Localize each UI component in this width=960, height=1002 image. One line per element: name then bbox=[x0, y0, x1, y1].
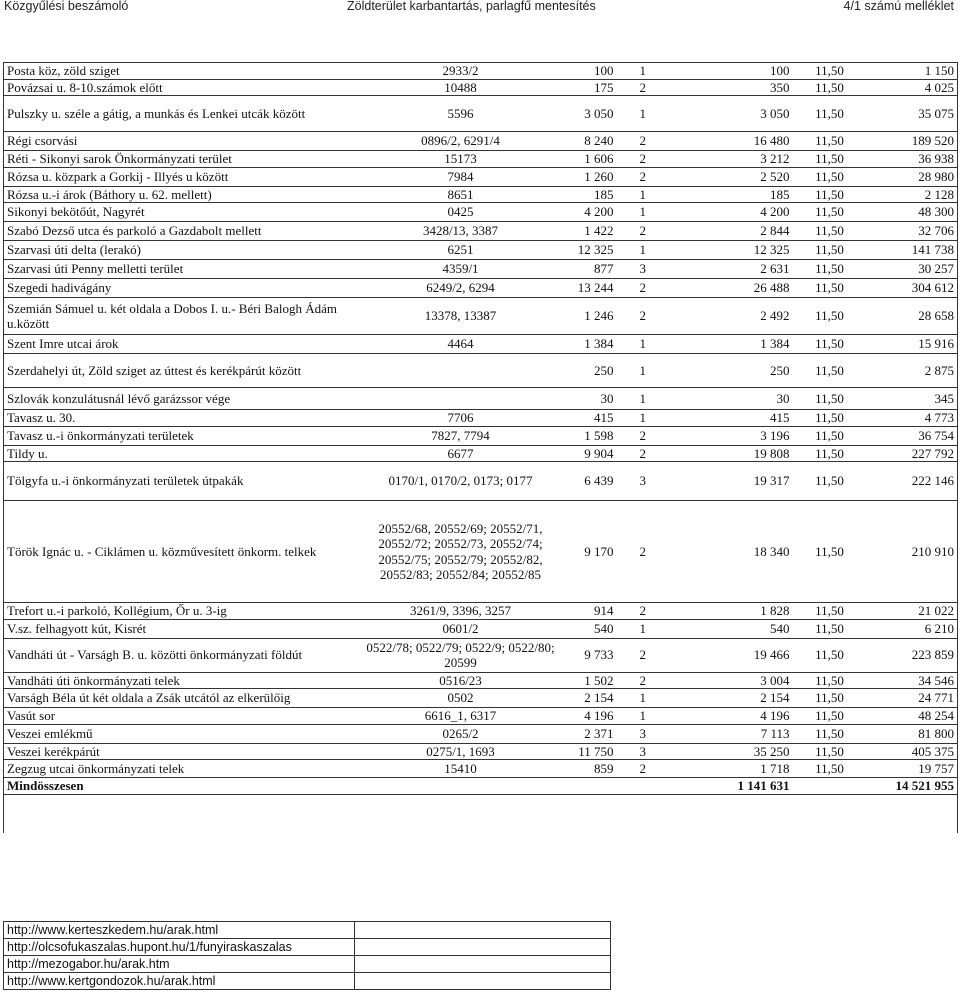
table-row bbox=[4, 672, 958, 689]
parcel-number-cell: 0275/1, 1693 bbox=[361, 743, 561, 760]
total-area-cell: 30 bbox=[704, 388, 794, 410]
table-row bbox=[4, 743, 958, 760]
location-name-cell: Varságh Béla út két oldala a Zsák utcától az elkerülőig bbox=[4, 689, 361, 708]
area-cell: 13 244 bbox=[561, 279, 618, 298]
table-row bbox=[4, 724, 958, 743]
cost-cell: 28 658 bbox=[866, 298, 958, 335]
multiplier-cell: 2 bbox=[618, 222, 704, 241]
total-area-cell: 26 488 bbox=[704, 279, 794, 298]
empty-cell bbox=[355, 922, 611, 939]
parcel-number-cell: 0425 bbox=[361, 203, 561, 222]
location-name-cell: Szerdahelyi út, Zöld sziget az úttest és kerékpárút között bbox=[4, 354, 361, 388]
table-row bbox=[4, 603, 958, 620]
location-name-cell: Szegedi hadivágány bbox=[4, 279, 361, 298]
multiplier-cell: 1 bbox=[618, 619, 704, 638]
total-label: Mindösszesen bbox=[4, 778, 361, 795]
area-cell: 4 200 bbox=[561, 203, 618, 222]
total-area-cell: 18 340 bbox=[704, 501, 794, 603]
area-cell: 30 bbox=[561, 388, 618, 410]
table-row bbox=[4, 79, 958, 96]
unit-price-cell: 11,50 bbox=[794, 241, 866, 260]
location-name-cell: Povázsai u. 8-10.számok előtt bbox=[4, 79, 361, 96]
table-row bbox=[4, 279, 958, 298]
page-header bbox=[0, 0, 960, 16]
unit-price-cell: 11,50 bbox=[794, 760, 866, 778]
table-row bbox=[4, 760, 958, 778]
unit-price-cell: 11,50 bbox=[794, 167, 866, 186]
total-area-cell: 7 113 bbox=[704, 724, 794, 743]
unit-price-cell: 11,50 bbox=[794, 298, 866, 335]
location-name-cell: Szlovák konzulátusnál lévő garázssor vége bbox=[4, 388, 361, 410]
parcel-number-cell: 5596 bbox=[361, 96, 561, 132]
unit-price-cell: 11,50 bbox=[794, 63, 866, 80]
table-row bbox=[4, 638, 958, 672]
area-cell: 185 bbox=[561, 186, 618, 203]
parcel-number-cell: 15173 bbox=[361, 151, 561, 168]
table-row bbox=[4, 241, 958, 260]
location-name-cell: Tölgyfa u.-i önkormányzati területek útpakák bbox=[4, 462, 361, 501]
cost-cell: 141 738 bbox=[866, 241, 958, 260]
table-row bbox=[4, 462, 958, 501]
parcel-number-cell: 7984 bbox=[361, 167, 561, 186]
link-row bbox=[4, 939, 611, 956]
multiplier-cell: 1 bbox=[618, 203, 704, 222]
multiplier-cell: 2 bbox=[618, 167, 704, 186]
area-cell: 2 371 bbox=[561, 724, 618, 743]
table-row bbox=[4, 186, 958, 203]
parcel-number-cell bbox=[361, 388, 561, 410]
multiplier-cell: 2 bbox=[618, 638, 704, 672]
multiplier-cell: 3 bbox=[618, 724, 704, 743]
unit-price-cell: 11,50 bbox=[794, 426, 866, 445]
total-area-sum: 1 141 631 bbox=[704, 778, 794, 795]
area-cell: 6 439 bbox=[561, 462, 618, 501]
area-cell: 540 bbox=[561, 619, 618, 638]
area-cell: 8 240 bbox=[561, 132, 618, 151]
unit-price-cell: 11,50 bbox=[794, 186, 866, 203]
unit-price-cell: 11,50 bbox=[794, 743, 866, 760]
total-area-cell: 4 196 bbox=[704, 708, 794, 725]
location-name-cell: Veszei emlékmű bbox=[4, 724, 361, 743]
area-cell: 175 bbox=[561, 79, 618, 96]
area-cell: 1 246 bbox=[561, 298, 618, 335]
empty-cell bbox=[618, 778, 704, 795]
location-name-cell: Vasút sor bbox=[4, 708, 361, 725]
unit-price-cell: 11,50 bbox=[794, 619, 866, 638]
total-area-cell: 19 317 bbox=[704, 462, 794, 501]
unit-price-cell: 11,50 bbox=[794, 708, 866, 725]
area-cell: 1 598 bbox=[561, 426, 618, 445]
multiplier-cell: 1 bbox=[618, 241, 704, 260]
unit-price-cell: 11,50 bbox=[794, 410, 866, 427]
total-area-cell: 19 808 bbox=[704, 445, 794, 462]
location-name-cell: Tavasz u.-i önkormányzati területek bbox=[4, 426, 361, 445]
parcel-number-cell: 4359/1 bbox=[361, 260, 561, 279]
total-area-cell: 1 718 bbox=[704, 760, 794, 778]
source-link[interactable]: http://olcsofukaszalas.hupont.hu/1/funyiraskaszalas bbox=[4, 939, 355, 956]
area-cell: 1 384 bbox=[561, 335, 618, 354]
location-name-cell: Rózsa u. közpark a Gorkij - Illyés u között bbox=[4, 167, 361, 186]
location-name-cell: Vandháti út - Varságh B. u. közötti önkormányzati földút bbox=[4, 638, 361, 672]
total-area-cell: 4 200 bbox=[704, 203, 794, 222]
multiplier-cell: 2 bbox=[618, 298, 704, 335]
multiplier-cell: 1 bbox=[618, 96, 704, 132]
multiplier-cell: 1 bbox=[618, 63, 704, 80]
unit-price-cell: 11,50 bbox=[794, 279, 866, 298]
source-link[interactable]: http://www.kerteszkedem.hu/arak.html bbox=[4, 922, 355, 939]
link-row bbox=[4, 922, 611, 939]
area-cell: 11 750 bbox=[561, 743, 618, 760]
cost-cell: 34 546 bbox=[866, 672, 958, 689]
multiplier-cell: 1 bbox=[618, 354, 704, 388]
multiplier-cell: 1 bbox=[618, 186, 704, 203]
table-row bbox=[4, 445, 958, 462]
location-name-cell: Zegzug utcai önkormányzati telek bbox=[4, 760, 361, 778]
multiplier-cell: 3 bbox=[618, 743, 704, 760]
cost-cell: 4 773 bbox=[866, 410, 958, 427]
empty-cell bbox=[561, 778, 618, 795]
area-cell: 1 422 bbox=[561, 222, 618, 241]
area-cell: 9 170 bbox=[561, 501, 618, 603]
unit-price-cell: 11,50 bbox=[794, 354, 866, 388]
table-row bbox=[4, 132, 958, 151]
parcel-number-cell: 7827, 7794 bbox=[361, 426, 561, 445]
cost-cell: 24 771 bbox=[866, 689, 958, 708]
unit-price-cell: 11,50 bbox=[794, 335, 866, 354]
area-cell: 415 bbox=[561, 410, 618, 427]
parcel-number-cell: 6249/2, 6294 bbox=[361, 279, 561, 298]
parcel-number-cell: 13378, 13387 bbox=[361, 298, 561, 335]
table-row bbox=[4, 426, 958, 445]
parcel-number-cell: 7706 bbox=[361, 410, 561, 427]
empty-cell bbox=[355, 939, 611, 956]
cost-cell: 21 022 bbox=[866, 603, 958, 620]
multiplier-cell: 2 bbox=[618, 279, 704, 298]
location-name-cell: Régi csorvási bbox=[4, 132, 361, 151]
cost-cell: 223 859 bbox=[866, 638, 958, 672]
source-link[interactable]: http://www.kertgondozok.hu/arak.html bbox=[4, 973, 355, 990]
cost-cell: 227 792 bbox=[866, 445, 958, 462]
parcel-number-cell: 0502 bbox=[361, 689, 561, 708]
location-name-cell: Szemián Sámuel u. két oldala a Dobos I. u.- Béri Balogh Ádám u.között bbox=[4, 298, 361, 335]
unit-price-cell: 11,50 bbox=[794, 203, 866, 222]
table-row bbox=[4, 619, 958, 638]
multiplier-cell: 1 bbox=[618, 410, 704, 427]
location-name-cell: Szent Imre utcai árok bbox=[4, 335, 361, 354]
link-row bbox=[4, 973, 611, 990]
unit-price-cell: 11,50 bbox=[794, 462, 866, 501]
total-area-cell: 2 631 bbox=[704, 260, 794, 279]
parcel-number-cell: 2933/2 bbox=[361, 63, 561, 80]
location-name-cell: Tildy u. bbox=[4, 445, 361, 462]
total-area-cell: 35 250 bbox=[704, 743, 794, 760]
area-cell: 100 bbox=[561, 63, 618, 80]
empty-cell bbox=[4, 795, 958, 833]
total-area-cell: 12 325 bbox=[704, 241, 794, 260]
cost-cell: 4 025 bbox=[866, 79, 958, 96]
header-subject: Zöldterület karbantartás, parlagfű mentesítés bbox=[347, 0, 596, 13]
multiplier-cell: 2 bbox=[618, 79, 704, 96]
parcel-number-cell: 0170/1, 0170/2, 0173; 0177 bbox=[361, 462, 561, 501]
parcel-number-cell: 8651 bbox=[361, 186, 561, 203]
total-area-cell: 16 480 bbox=[704, 132, 794, 151]
total-cost-sum: 14 521 955 bbox=[866, 778, 958, 795]
total-area-cell: 2 844 bbox=[704, 222, 794, 241]
empty-cell bbox=[361, 778, 561, 795]
table-row bbox=[4, 354, 958, 388]
table-row bbox=[4, 96, 958, 132]
multiplier-cell: 1 bbox=[618, 708, 704, 725]
parcel-number-cell: 6251 bbox=[361, 241, 561, 260]
area-cell: 1 260 bbox=[561, 167, 618, 186]
parcel-number-cell: 6677 bbox=[361, 445, 561, 462]
location-name-cell: Posta köz, zöld sziget bbox=[4, 63, 361, 80]
cost-cell: 210 910 bbox=[866, 501, 958, 603]
total-row bbox=[4, 778, 958, 795]
area-cell: 914 bbox=[561, 603, 618, 620]
area-cell: 9 733 bbox=[561, 638, 618, 672]
table-row bbox=[4, 260, 958, 279]
total-area-cell: 2 154 bbox=[704, 689, 794, 708]
location-name-cell: Szarvasi úti delta (lerakó) bbox=[4, 241, 361, 260]
source-link[interactable]: http://mezogabor.hu/arak.htm bbox=[4, 956, 355, 973]
location-name-cell: Rózsa u.-i árok (Báthory u. 62. mellett) bbox=[4, 186, 361, 203]
table-row bbox=[4, 689, 958, 708]
source-links-table bbox=[3, 921, 611, 990]
header-left-title: Közgyűlési beszámoló bbox=[4, 0, 129, 13]
area-cell: 3 050 bbox=[561, 96, 618, 132]
unit-price-cell: 11,50 bbox=[794, 222, 866, 241]
cost-cell: 48 300 bbox=[866, 203, 958, 222]
unit-price-cell: 11,50 bbox=[794, 724, 866, 743]
location-name-cell: Török Ignác u. - Ciklámen u. közművesített önkorm. telkek bbox=[4, 501, 361, 603]
total-area-cell: 3 212 bbox=[704, 151, 794, 168]
parcel-number-cell: 6616_1, 6317 bbox=[361, 708, 561, 725]
cost-cell: 1 150 bbox=[866, 63, 958, 80]
unit-price-cell: 11,50 bbox=[794, 672, 866, 689]
cost-cell: 28 980 bbox=[866, 167, 958, 186]
multiplier-cell: 2 bbox=[618, 426, 704, 445]
total-area-cell: 415 bbox=[704, 410, 794, 427]
cost-cell: 32 706 bbox=[866, 222, 958, 241]
cost-cell: 345 bbox=[866, 388, 958, 410]
parcel-number-cell: 10488 bbox=[361, 79, 561, 96]
table-row bbox=[4, 222, 958, 241]
total-area-cell: 3 004 bbox=[704, 672, 794, 689]
cost-cell: 2 875 bbox=[866, 354, 958, 388]
parcel-number-cell: 0896/2, 6291/4 bbox=[361, 132, 561, 151]
multiplier-cell: 2 bbox=[618, 445, 704, 462]
cost-cell: 15 916 bbox=[866, 335, 958, 354]
cost-cell: 304 612 bbox=[866, 279, 958, 298]
cost-cell: 2 128 bbox=[866, 186, 958, 203]
unit-price-cell: 11,50 bbox=[794, 445, 866, 462]
total-area-cell: 540 bbox=[704, 619, 794, 638]
table-row bbox=[4, 151, 958, 168]
cost-cell: 35 075 bbox=[866, 96, 958, 132]
cost-cell: 36 938 bbox=[866, 151, 958, 168]
unit-price-cell: 11,50 bbox=[794, 96, 866, 132]
area-cell: 9 904 bbox=[561, 445, 618, 462]
unit-price-cell: 11,50 bbox=[794, 388, 866, 410]
maintenance-table bbox=[3, 62, 958, 833]
unit-price-cell: 11,50 bbox=[794, 638, 866, 672]
total-area-cell: 185 bbox=[704, 186, 794, 203]
location-name-cell: Réti - Sikonyi sarok Önkormányzati terület bbox=[4, 151, 361, 168]
unit-price-cell: 11,50 bbox=[794, 689, 866, 708]
area-cell: 12 325 bbox=[561, 241, 618, 260]
unit-price-cell: 11,50 bbox=[794, 501, 866, 603]
table-row bbox=[4, 167, 958, 186]
location-name-cell: V.sz. felhagyott kút, Kisrét bbox=[4, 619, 361, 638]
multiplier-cell: 3 bbox=[618, 462, 704, 501]
cost-cell: 19 757 bbox=[866, 760, 958, 778]
table-row bbox=[4, 708, 958, 725]
parcel-number-cell: 0265/2 bbox=[361, 724, 561, 743]
location-name-cell: Veszei kerékpárút bbox=[4, 743, 361, 760]
multiplier-cell: 2 bbox=[618, 501, 704, 603]
total-area-cell: 1 384 bbox=[704, 335, 794, 354]
empty-cell bbox=[355, 956, 611, 973]
unit-price-cell: 11,50 bbox=[794, 132, 866, 151]
empty-cell bbox=[355, 973, 611, 990]
location-name-cell: Sikonyi bekötőút, Nagyrét bbox=[4, 203, 361, 222]
cost-cell: 30 257 bbox=[866, 260, 958, 279]
location-name-cell: Trefort u.-i parkoló, Kollégium, Őr u. 3-ig bbox=[4, 603, 361, 620]
table-row bbox=[4, 388, 958, 410]
unit-price-cell: 11,50 bbox=[794, 151, 866, 168]
area-cell: 4 196 bbox=[561, 708, 618, 725]
table-row bbox=[4, 298, 958, 335]
cost-cell: 6 210 bbox=[866, 619, 958, 638]
unit-price-cell: 11,50 bbox=[794, 603, 866, 620]
total-area-cell: 100 bbox=[704, 63, 794, 80]
link-row bbox=[4, 956, 611, 973]
header-attachment-number: 4/1 számú melléklet bbox=[843, 0, 954, 13]
multiplier-cell: 2 bbox=[618, 151, 704, 168]
parcel-number-cell: 4464 bbox=[361, 335, 561, 354]
multiplier-cell: 2 bbox=[618, 760, 704, 778]
parcel-number-cell: 0516/23 bbox=[361, 672, 561, 689]
total-area-cell: 250 bbox=[704, 354, 794, 388]
cost-cell: 405 375 bbox=[866, 743, 958, 760]
area-cell: 859 bbox=[561, 760, 618, 778]
table-row bbox=[4, 63, 958, 80]
table-row bbox=[4, 501, 958, 603]
total-area-cell: 2 520 bbox=[704, 167, 794, 186]
multiplier-cell: 2 bbox=[618, 603, 704, 620]
spacer-row bbox=[4, 795, 958, 833]
area-cell: 1 502 bbox=[561, 672, 618, 689]
table-row bbox=[4, 335, 958, 354]
parcel-number-cell: 3261/9, 3396, 3257 bbox=[361, 603, 561, 620]
location-name-cell: Pulszky u. széle a gátig, a munkás és Lenkei utcák között bbox=[4, 96, 361, 132]
total-area-cell: 2 492 bbox=[704, 298, 794, 335]
multiplier-cell: 3 bbox=[618, 260, 704, 279]
cost-cell: 222 146 bbox=[866, 462, 958, 501]
total-area-cell: 3 050 bbox=[704, 96, 794, 132]
location-name-cell: Szarvasi úti Penny melletti terület bbox=[4, 260, 361, 279]
multiplier-cell: 1 bbox=[618, 388, 704, 410]
table-row bbox=[4, 203, 958, 222]
total-area-cell: 19 466 bbox=[704, 638, 794, 672]
multiplier-cell: 2 bbox=[618, 132, 704, 151]
cost-cell: 36 754 bbox=[866, 426, 958, 445]
total-area-cell: 350 bbox=[704, 79, 794, 96]
total-area-cell: 3 196 bbox=[704, 426, 794, 445]
area-cell: 2 154 bbox=[561, 689, 618, 708]
table-row bbox=[4, 410, 958, 427]
multiplier-cell: 2 bbox=[618, 672, 704, 689]
multiplier-cell: 1 bbox=[618, 335, 704, 354]
empty-cell bbox=[794, 778, 866, 795]
area-cell: 250 bbox=[561, 354, 618, 388]
area-cell: 877 bbox=[561, 260, 618, 279]
unit-price-cell: 11,50 bbox=[794, 260, 866, 279]
parcel-number-cell: 0522/78; 0522/79; 0522/9; 0522/80; 20599 bbox=[361, 638, 561, 672]
parcel-number-cell: 3428/13, 3387 bbox=[361, 222, 561, 241]
location-name-cell: Vandháti úti önkormányzati telek bbox=[4, 672, 361, 689]
parcel-number-cell bbox=[361, 354, 561, 388]
cost-cell: 81 800 bbox=[866, 724, 958, 743]
cost-cell: 189 520 bbox=[866, 132, 958, 151]
area-cell: 1 606 bbox=[561, 151, 618, 168]
unit-price-cell: 11,50 bbox=[794, 79, 866, 96]
parcel-number-cell: 15410 bbox=[361, 760, 561, 778]
total-area-cell: 1 828 bbox=[704, 603, 794, 620]
parcel-number-cell: 20552/68, 20552/69; 20552/71, 20552/72; 20552/73, 20552/74; 20552/75; 20552/79; 20552/82, 20552/83; 20552/84; 20552/85 bbox=[361, 501, 561, 603]
location-name-cell: Szabó Dezső utca és parkoló a Gazdabolt mellett bbox=[4, 222, 361, 241]
parcel-number-cell: 0601/2 bbox=[361, 619, 561, 638]
location-name-cell: Tavasz u. 30. bbox=[4, 410, 361, 427]
cost-cell: 48 254 bbox=[866, 708, 958, 725]
multiplier-cell: 1 bbox=[618, 689, 704, 708]
